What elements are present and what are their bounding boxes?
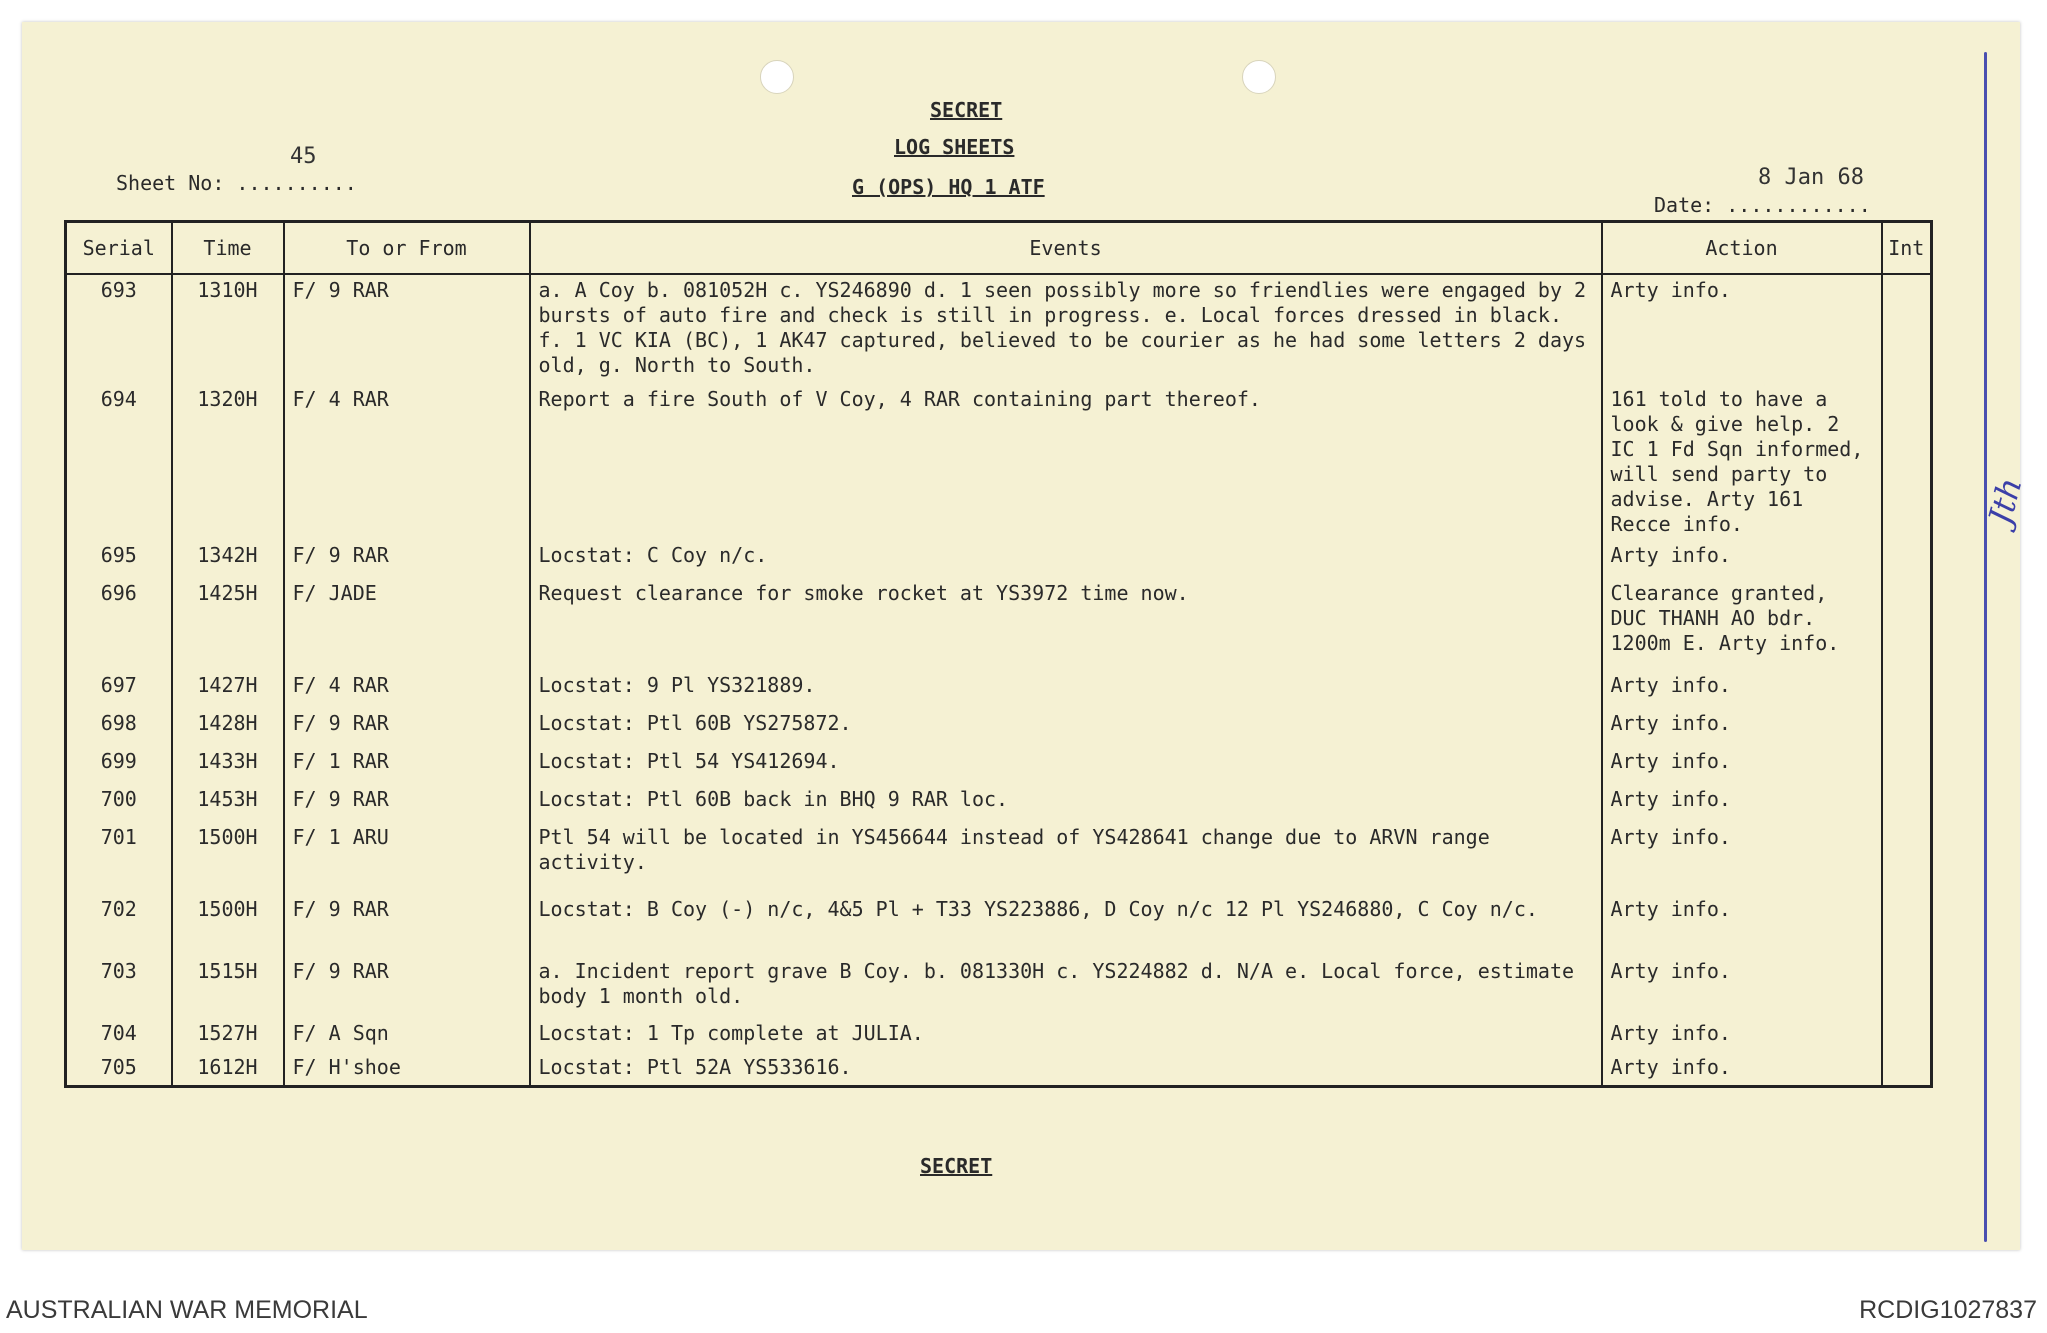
cell-time: 1425H bbox=[172, 578, 284, 670]
cell-serial: 693 bbox=[66, 274, 172, 384]
cell-int bbox=[1882, 784, 1932, 822]
cell-serial: 698 bbox=[66, 708, 172, 746]
cell-events: Ptl 54 will be located in YS456644 instead of YS428641 change due to ARVN range activity. bbox=[530, 822, 1602, 894]
cell-serial: 704 bbox=[66, 1018, 172, 1052]
cell-int bbox=[1882, 540, 1932, 578]
punch-hole-right bbox=[1242, 60, 1276, 94]
log-table bbox=[64, 220, 1933, 1088]
cell-to-from: F/ 4 RAR bbox=[284, 670, 530, 708]
cell-serial: 696 bbox=[66, 578, 172, 670]
archive-caption-right: RCDIG1027837 bbox=[1859, 1296, 2037, 1324]
cell-time: 1320H bbox=[172, 384, 284, 540]
table-row bbox=[66, 578, 1932, 670]
table-row bbox=[66, 274, 1932, 384]
table-row bbox=[66, 708, 1932, 746]
cell-serial: 702 bbox=[66, 894, 172, 956]
cell-action: Arty info. bbox=[1602, 822, 1882, 894]
cell-to-from: F/ 9 RAR bbox=[284, 956, 530, 1018]
classification-bottom: SECRET bbox=[920, 1154, 993, 1178]
table-row bbox=[66, 956, 1932, 1018]
date-label: Date: ............ bbox=[1654, 193, 1871, 217]
sheet-number-label: Sheet No: .......... bbox=[116, 171, 357, 195]
document-title: LOG SHEETS bbox=[894, 135, 1015, 159]
cell-action: Arty info. bbox=[1602, 540, 1882, 578]
cell-events: Request clearance for smoke rocket at YS3972 time now. bbox=[530, 578, 1602, 670]
cell-time: 1612H bbox=[172, 1052, 284, 1086]
cell-action: Arty info. bbox=[1602, 1052, 1882, 1086]
archive-caption-left: AUSTRALIAN WAR MEMORIAL bbox=[6, 1296, 368, 1324]
cell-int bbox=[1882, 670, 1932, 708]
date-value: 8 Jan 68 bbox=[1758, 165, 1864, 190]
cell-action: 161 told to have a look & give help. 2 IC 1 Fd Sqn informed, will send party to advise. Arty 161 Recce info. bbox=[1602, 384, 1882, 540]
cell-time: 1428H bbox=[172, 708, 284, 746]
table-row bbox=[66, 822, 1932, 894]
cell-int bbox=[1882, 274, 1932, 384]
column-header-serial: Serial bbox=[66, 222, 172, 275]
table-row bbox=[66, 784, 1932, 822]
cell-to-from: F/ 9 RAR bbox=[284, 540, 530, 578]
table-row bbox=[66, 670, 1932, 708]
cell-time: 1427H bbox=[172, 670, 284, 708]
cell-events: Locstat: 1 Tp complete at JULIA. bbox=[530, 1018, 1602, 1052]
cell-action: Arty info. bbox=[1602, 274, 1882, 384]
table-row bbox=[66, 540, 1932, 578]
cell-events: Locstat: Ptl 60B back in BHQ 9 RAR loc. bbox=[530, 784, 1602, 822]
cell-serial: 703 bbox=[66, 956, 172, 1018]
cell-events: Locstat: Ptl 54 YS412694. bbox=[530, 746, 1602, 784]
cell-int bbox=[1882, 956, 1932, 1018]
initials-signature: Jth bbox=[1980, 473, 2030, 529]
cell-action: Arty info. bbox=[1602, 1018, 1882, 1052]
cell-time: 1453H bbox=[172, 784, 284, 822]
cell-serial: 701 bbox=[66, 822, 172, 894]
cell-time: 1500H bbox=[172, 894, 284, 956]
punch-hole-left bbox=[760, 60, 794, 94]
sheet-number: 45 bbox=[290, 144, 317, 169]
cell-int bbox=[1882, 822, 1932, 894]
cell-time: 1515H bbox=[172, 956, 284, 1018]
table-row bbox=[66, 894, 1932, 956]
cell-int bbox=[1882, 708, 1932, 746]
cell-time: 1433H bbox=[172, 746, 284, 784]
cell-events: Report a fire South of V Coy, 4 RAR containing part thereof. bbox=[530, 384, 1602, 540]
cell-action: Arty info. bbox=[1602, 956, 1882, 1018]
cell-serial: 694 bbox=[66, 384, 172, 540]
cell-time: 1527H bbox=[172, 1018, 284, 1052]
cell-to-from: F/ A Sqn bbox=[284, 1018, 530, 1052]
cell-to-from: F/ JADE bbox=[284, 578, 530, 670]
cell-serial: 705 bbox=[66, 1052, 172, 1086]
cell-time: 1342H bbox=[172, 540, 284, 578]
cell-to-from: F/ 9 RAR bbox=[284, 708, 530, 746]
cell-int bbox=[1882, 1052, 1932, 1086]
cell-action: Arty info. bbox=[1602, 670, 1882, 708]
cell-int bbox=[1882, 746, 1932, 784]
cell-to-from: F/ H'shoe bbox=[284, 1052, 530, 1086]
cell-action: Clearance granted, DUC THANH AO bdr. 1200m E. Arty info. bbox=[1602, 578, 1882, 670]
cell-to-from: F/ 1 RAR bbox=[284, 746, 530, 784]
table-row bbox=[66, 1052, 1932, 1086]
cell-action: Arty info. bbox=[1602, 746, 1882, 784]
table-header-row bbox=[66, 222, 1932, 275]
cell-events: Locstat: B Coy (-) n/c, 4&5 Pl + T33 YS223886, D Coy n/c 12 Pl YS246880, C Coy n/c. bbox=[530, 894, 1602, 956]
table-row bbox=[66, 1018, 1932, 1052]
cell-events: Locstat: C Coy n/c. bbox=[530, 540, 1602, 578]
unit-heading: G (OPS) HQ 1 ATF bbox=[852, 175, 1045, 199]
cell-events: a. A Coy b. 081052H c. YS246890 d. 1 seen possibly more so friendlies were engaged by 2 bursts of auto fire and check is still in progress. e. Local forces dressed in black. f. 1 VC KIA (BC), 1 AK47 captured, believed to be courier as he had some letters 2 days old, g. North to South. bbox=[530, 274, 1602, 384]
cell-serial: 695 bbox=[66, 540, 172, 578]
cell-serial: 699 bbox=[66, 746, 172, 784]
cell-serial: 697 bbox=[66, 670, 172, 708]
classification-top: SECRET bbox=[930, 98, 1003, 122]
column-header-action: Action bbox=[1602, 222, 1882, 275]
table-row bbox=[66, 384, 1932, 540]
cell-to-from: F/ 4 RAR bbox=[284, 384, 530, 540]
cell-serial: 700 bbox=[66, 784, 172, 822]
cell-to-from: F/ 9 RAR bbox=[284, 274, 530, 384]
cell-events: Locstat: 9 Pl YS321889. bbox=[530, 670, 1602, 708]
column-header-to-from: To or From bbox=[284, 222, 530, 275]
column-header-time: Time bbox=[172, 222, 284, 275]
cell-events: Locstat: Ptl 52A YS533616. bbox=[530, 1052, 1602, 1086]
cell-int bbox=[1882, 894, 1932, 956]
cell-time: 1310H bbox=[172, 274, 284, 384]
margin-pen-line bbox=[1984, 52, 1987, 1242]
cell-to-from: F/ 1 ARU bbox=[284, 822, 530, 894]
cell-events: Locstat: Ptl 60B YS275872. bbox=[530, 708, 1602, 746]
cell-int bbox=[1882, 384, 1932, 540]
cell-int bbox=[1882, 1018, 1932, 1052]
column-header-int: Int bbox=[1882, 222, 1932, 275]
table-row bbox=[66, 746, 1932, 784]
cell-action: Arty info. bbox=[1602, 894, 1882, 956]
cell-action: Arty info. bbox=[1602, 708, 1882, 746]
column-header-events: Events bbox=[530, 222, 1602, 275]
cell-int bbox=[1882, 578, 1932, 670]
cell-events: a. Incident report grave B Coy. b. 081330H c. YS224882 d. N/A e. Local force, estimate body 1 month old. bbox=[530, 956, 1602, 1018]
cell-time: 1500H bbox=[172, 822, 284, 894]
cell-action: Arty info. bbox=[1602, 784, 1882, 822]
cell-to-from: F/ 9 RAR bbox=[284, 894, 530, 956]
cell-to-from: F/ 9 RAR bbox=[284, 784, 530, 822]
